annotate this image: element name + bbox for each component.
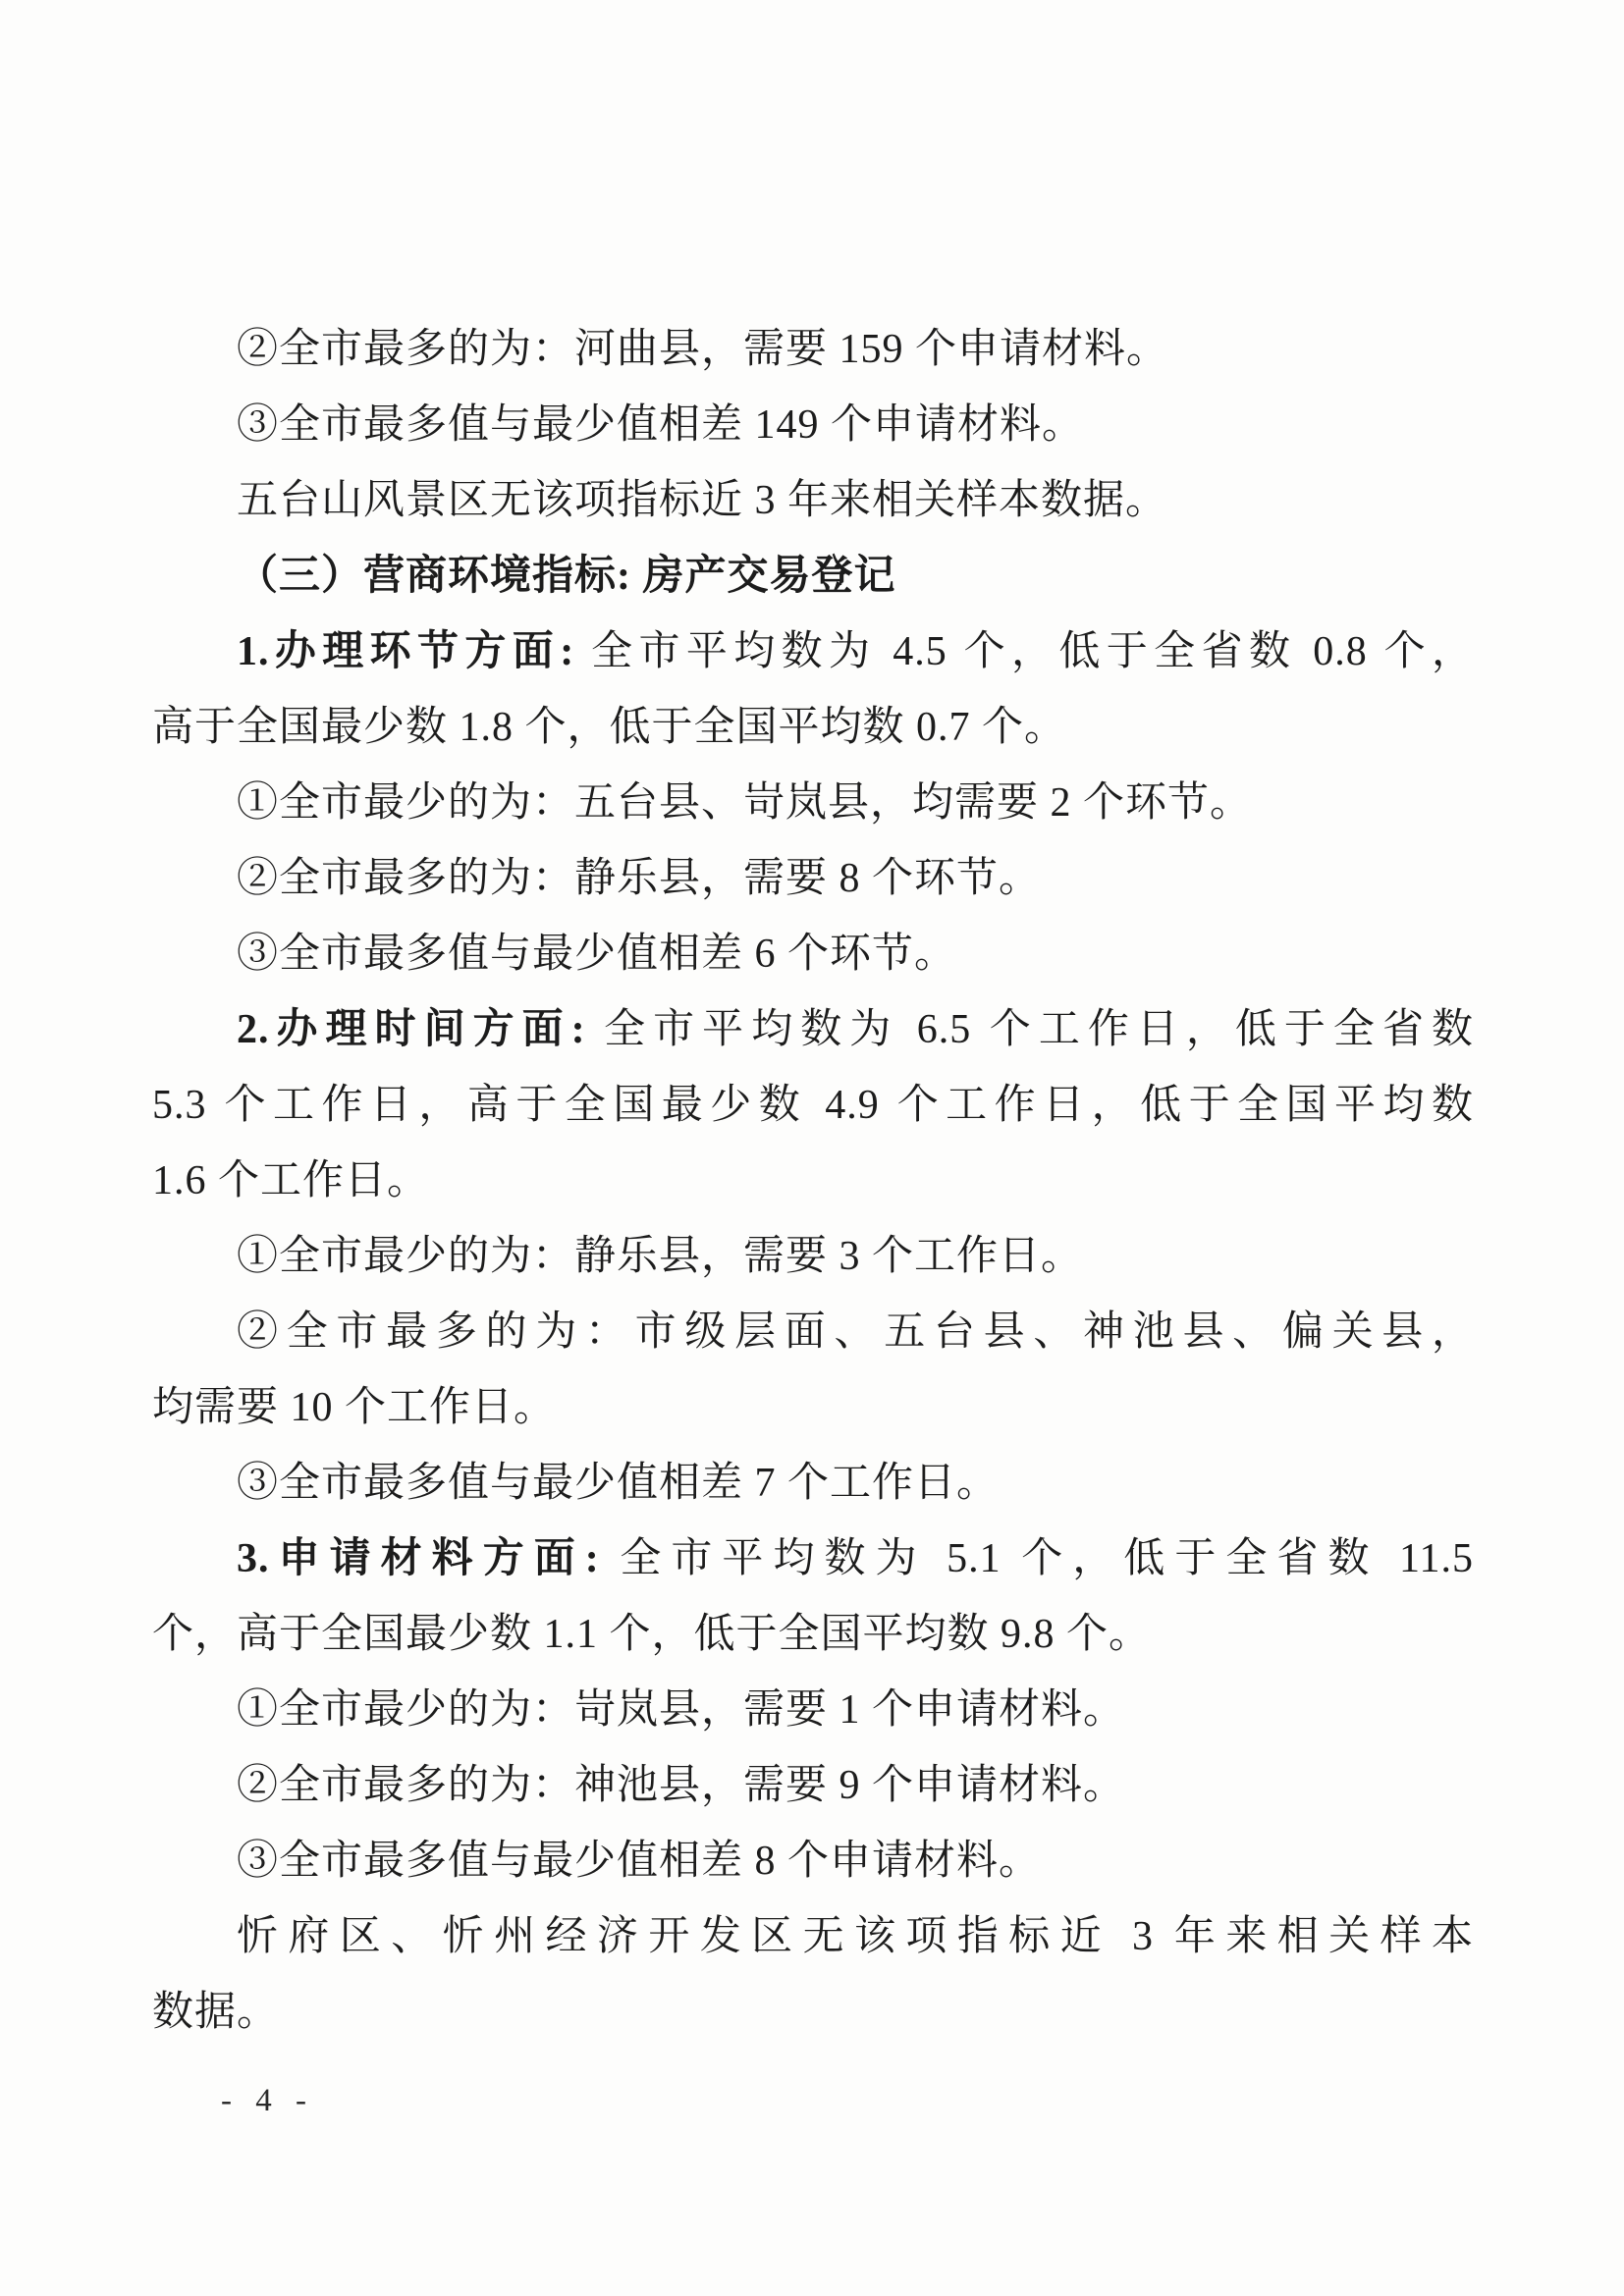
line-text: 5.3 个工作日，高于全国最少数 4.9 个工作日，低于全国平均数 [152, 1083, 1474, 1128]
line-text: 均需要 10 个工作日。 [152, 1385, 557, 1430]
paragraph-line [152, 1144, 1474, 1219]
line-text: ①全市最少的为：静乐县，需要 3 个工作日。 [237, 1234, 1084, 1279]
line-text: ③全市最多值与最少值相差 149 个申请材料。 [237, 402, 1085, 448]
paragraph-line [152, 992, 1474, 1068]
line-text: 五台山风景区无该项指标近 3 年来相关样本数据。 [237, 478, 1168, 523]
line-text: 全市平均数为 4.5 个，低于全省数 0.8 个， [574, 629, 1474, 674]
paragraph-line [152, 841, 1474, 917]
line-text: 1.6 个工作日。 [152, 1158, 430, 1203]
paragraph-line [152, 1824, 1474, 1899]
paragraph-line [152, 1370, 1474, 1446]
paragraph-line [152, 1068, 1474, 1144]
paragraph-line [152, 766, 1474, 841]
page-number: - 4 - [221, 2083, 314, 2118]
line-lead: 2.办理时间方面: [237, 1007, 586, 1052]
paragraph-line [152, 1673, 1474, 1748]
paragraph-line [152, 917, 1474, 992]
paragraph-line [152, 1748, 1474, 1824]
paragraph-line [152, 463, 1474, 539]
paragraph-line [152, 1219, 1474, 1295]
line-text: 数据。 [152, 1990, 280, 2035]
line-text: 个，高于全国最少数 1.1 个，低于全国平均数 9.8 个。 [152, 1612, 1152, 1657]
line-text: 忻府区、忻州经济开发区无该项指标近 3 年来相关样本 [237, 1914, 1474, 1959]
line-text: ③全市最多值与最少值相差 6 个环节。 [237, 932, 957, 977]
line-text: 全市平均数为 5.1 个，低于全省数 11.5 [599, 1536, 1474, 1581]
line-text: ②全市最多的为：神池县，需要 9 个申请材料。 [237, 1763, 1126, 1808]
line-text: ①全市最少的为：五台县、岢岚县，均需要 2 个环节。 [237, 780, 1253, 826]
section-heading [152, 539, 1474, 614]
line-text: 全市平均数为 6.5 个工作日，低于全省数 [585, 1007, 1474, 1052]
document-body [152, 312, 1474, 2051]
paragraph-line [152, 614, 1474, 690]
paragraph-line [152, 312, 1474, 388]
section-heading-label: （三）营商环境指标: 房产交易登记 [237, 554, 896, 599]
paragraph-line [152, 388, 1474, 463]
paragraph-line [152, 1446, 1474, 1522]
line-text: ①全市最少的为：岢岚县，需要 1 个申请材料。 [237, 1687, 1126, 1733]
paragraph-line [152, 1975, 1474, 2051]
line-text: 高于全国最少数 1.8 个，低于全国平均数 0.7 个。 [152, 705, 1067, 750]
paragraph-line [152, 1597, 1474, 1673]
paragraph-line [152, 1522, 1474, 1597]
line-lead: 1.办理环节方面: [237, 629, 575, 674]
line-text: ③全市最多值与最少值相差 7 个工作日。 [237, 1461, 1000, 1506]
line-text: ②全市最多的为：河曲县，需要 159 个申请材料。 [237, 327, 1169, 372]
line-text: ②全市最多的为：市级层面、五台县、神池县、偏关县， [237, 1309, 1474, 1355]
paragraph-line [152, 1899, 1474, 1975]
line-text: ②全市最多的为：静乐县，需要 8 个环节。 [237, 856, 1042, 901]
paragraph-line [152, 690, 1474, 766]
line-text: ③全市最多值与最少值相差 8 个申请材料。 [237, 1839, 1042, 1884]
line-lead: 3.申请材料方面: [237, 1536, 600, 1581]
paragraph-line [152, 1295, 1474, 1370]
